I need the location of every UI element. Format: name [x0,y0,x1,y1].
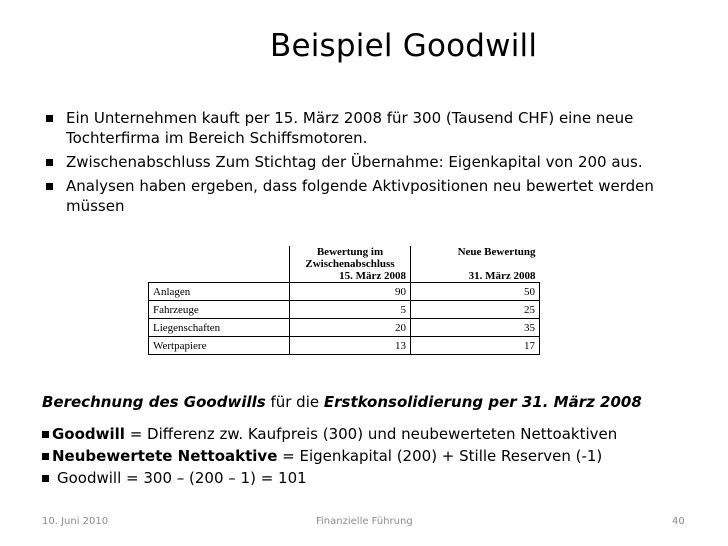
heading-part-mid: für die [265,393,324,411]
calc-definition: = Eigenkapital (200) + Stille Reserven (-1) [277,447,603,465]
bullet-item [44,152,704,172]
row-old-value: 20 [290,319,411,337]
calc-definition: = Differenz zw. Kaufpreis (300) und neubewerteten Nettoaktiven [124,425,618,443]
bullet-item [44,176,704,216]
row-label: Anlagen [149,283,290,301]
slide-title: Beispiel Goodwill [270,28,538,64]
header-new-line1: Neue Bewertung [457,246,536,258]
heading-part-goodwill: Berechnung des Goodwills [42,393,266,411]
header-new-spacer [415,258,536,270]
table-row [149,301,540,319]
header-new-date: 31. März 2008 [468,270,536,282]
valuation-table [148,246,540,355]
footer-page-number: 40 [672,516,685,527]
bullet-square-icon [44,108,66,148]
bullet-text: Zwischenabschluss Zum Stichtag der Übernahme: Eigenkapital von 200 aus. [66,153,643,171]
heading-part-consolidation: Erstkonsolidierung per 31. März 2008 [323,393,642,411]
row-label: Fahrzeuge [149,301,290,319]
bullet-square-icon [42,453,49,460]
header-old-date: 15. März 2008 [339,270,406,282]
header-old-valuation [290,246,411,283]
table-row [149,337,540,355]
row-new-value: 17 [411,337,540,355]
calculation-list [42,423,617,489]
table-header-row [149,246,540,283]
calc-line [42,445,617,467]
bullet-item [44,108,704,148]
calc-term: Goodwill [52,425,125,443]
header-old-line1: Bewertung im [316,246,384,258]
row-old-value: 90 [290,283,411,301]
row-old-value: 5 [290,301,411,319]
footer-title: Finanzielle Führung [316,516,413,527]
row-new-value: 25 [411,301,540,319]
calc-term: Neubewertete Nettoaktive [52,447,278,465]
row-label: Liegenschaften [149,319,290,337]
bullet-text: Analysen haben ergeben, dass folgende Aktivpositionen neu bewertet werden müssen [66,177,654,215]
header-old-line2: Zwischenabschluss [305,258,395,270]
bullet-text: Ein Unternehmen kauft per 15. März 2008 für 300 (Tausend CHF) eine neue Tochterfirma im Bereich Schiffsmotoren. [66,109,634,147]
row-label: Wertpapiere [149,337,290,355]
bullet-square-icon [42,475,49,482]
calc-line [42,467,617,489]
table-row [149,283,540,301]
header-new-valuation [411,246,540,283]
bullet-square-icon [44,152,66,172]
table-row [149,319,540,337]
calc-line [42,423,617,445]
row-new-value: 35 [411,319,540,337]
bullet-list [44,108,704,220]
header-empty [149,246,290,283]
row-new-value: 50 [411,283,540,301]
calculation-heading [42,393,642,411]
calc-definition: Goodwill = 300 – (200 – 1) = 101 [57,469,307,487]
row-old-value: 13 [290,337,411,355]
bullet-square-icon [44,176,66,216]
bullet-square-icon [42,431,49,438]
footer-date: 10. Juni 2010 [42,516,109,527]
